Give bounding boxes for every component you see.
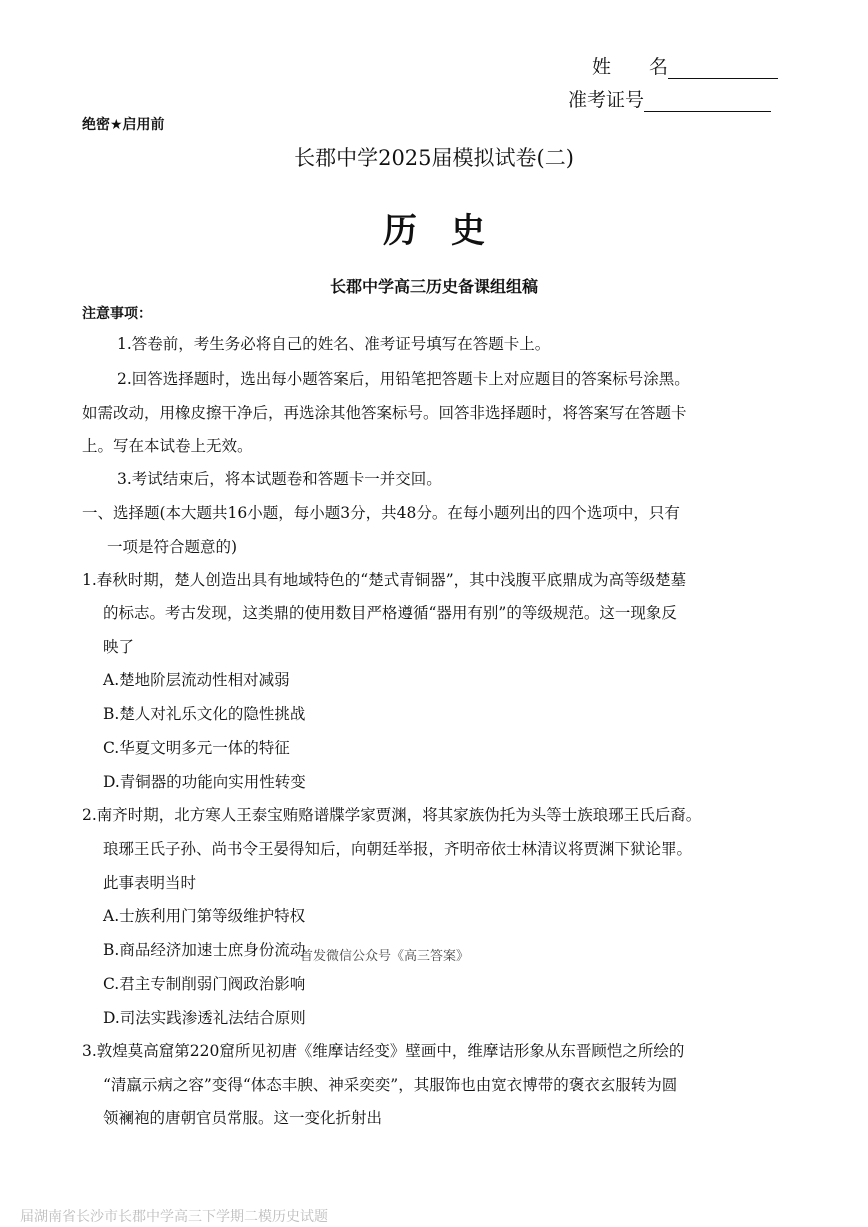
notice-1: 1.答卷前，考生务必将自己的姓名、准考证号填写在答题卡上。 — [117, 335, 551, 353]
question-3-stem: 3.敦煌莫高窟第220窟所见初唐《维摩诘经变》壁画中，维摩诘形象从东晋顾恺之所绘的 — [82, 1042, 685, 1060]
question-2-stem: 琅琊王氏子孙、尚书令王晏得知后，向朝廷举报，齐明帝依士林清议将贾渊下狱论罪。 — [103, 840, 693, 858]
notice-2: 2.回答选择题时，选出每小题答案后，用铅笔把答题卡上对应题目的答案标号涂黑。 — [117, 370, 690, 388]
exam-id-underline — [644, 91, 771, 112]
question-1-stem: 的标志。考古发现，这类鼎的使用数目严格遵循“器用有别”的等级规范。这一现象反 — [103, 604, 677, 622]
question-2-option-d: D.司法实践渗透礼法结合原则 — [103, 1009, 306, 1027]
notice-2-cont: 上。写在本试卷上无效。 — [82, 437, 253, 455]
compiler-line: 长郡中学高三历史备课组组稿 — [329, 277, 538, 296]
name-label: 姓 名 — [592, 56, 669, 78]
question-2-stem: 此事表明当时 — [103, 874, 197, 892]
question-1-stem: 映了 — [103, 638, 135, 656]
question-3-stem: 领襕袍的唐朝官员常服。这一变化折射出 — [103, 1109, 383, 1127]
question-1-option-a: A.楚地阶层流动性相对减弱 — [103, 671, 290, 689]
subject-title: 历史 — [383, 211, 519, 251]
question-1-option-d: D.青铜器的功能向实用性转变 — [103, 773, 306, 791]
secret-mark: 绝密★启用前 — [82, 117, 165, 133]
watermark: 首发微信公众号《高三答案》 — [300, 949, 470, 964]
question-1-stem: 1.春秋时期，楚人创造出具有地域特色的“楚式青铜器”，其中浅腹平底鼎成为高等级楚墓 — [82, 571, 687, 589]
notice-3: 3.考试结束后，将本试题卷和答题卡一并交回。 — [117, 470, 442, 488]
question-3-stem: “清羸示病之容”变得“体态丰腴、神采奕奕”，其服饰也由宽衣博带的褒衣玄服转为圆 — [103, 1076, 678, 1094]
question-2-option-b: B.商品经济加速士庶身份流动 — [103, 941, 306, 959]
section-heading: 一、选择题(本大题共16小题，每小题3分，共48分。在每小题列出的四个选项中，只有 — [82, 504, 680, 522]
notice-heading: 注意事项： — [82, 306, 152, 322]
question-2-option-a: A.士族利用门第等级维护特权 — [103, 907, 306, 925]
section-heading-cont: 一项是符合题意的) — [107, 538, 238, 556]
question-1-option-b: B.楚人对礼乐文化的隐性挑战 — [103, 705, 306, 723]
question-1-option-c: C.华夏文明多元一体的特征 — [103, 739, 290, 757]
exam-title: 长郡中学2025届模拟试卷(二) — [294, 146, 574, 170]
name-underline — [668, 58, 778, 79]
exam-id-label: 准考证号 — [568, 89, 645, 111]
footer-text: 届湖南省长沙市长郡中学高三下学期二模历史试题 — [20, 1209, 328, 1225]
question-2-option-c: C.君主专制削弱门阀政治影响 — [103, 975, 306, 993]
name-field — [592, 52, 778, 79]
exam-id-field — [568, 85, 771, 112]
question-2-stem: 2.南齐时期，北方寒人王泰宝贿赂谱牒学家贾渊，将其家族伪托为头等士族琅琊王氏后裔。 — [82, 806, 702, 824]
notice-2-cont: 如需改动，用橡皮擦干净后，再选涂其他答案标号。回答非选择题时，将答案写在答题卡 — [82, 404, 687, 422]
